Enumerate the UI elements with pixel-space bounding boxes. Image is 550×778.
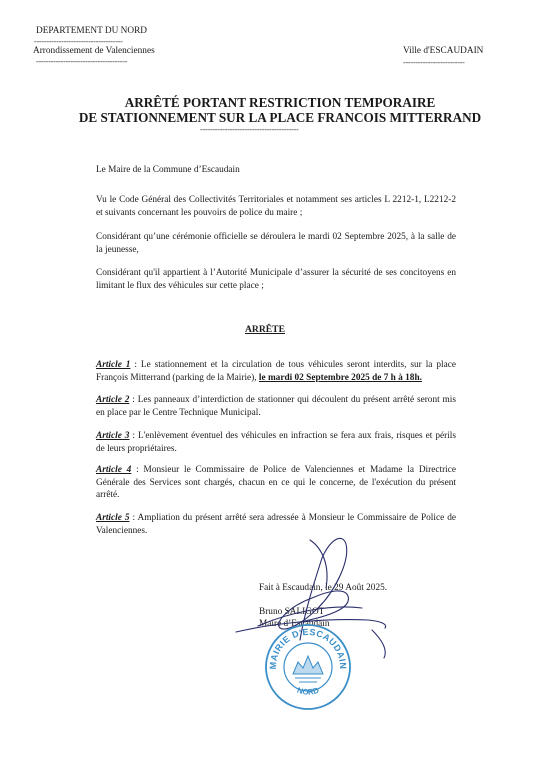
title-line-2: DE STATIONNEMENT SUR LA PLACE FRANCOIS MITTERRAND [78,110,482,125]
title-line-1: ARRÊTÉ PORTANT RESTRICTION TEMPORAIRE [124,95,436,110]
signatory-name: Bruno SALIGOT [259,607,325,617]
svg-text:NORD: NORD [295,685,321,697]
article-4 [96,464,456,502]
article-4-text: : Monsieur le Commissaire de Police de Valenciennes et Madame la Directrice Générale des Services sont chargés, chacun en ce qui le concerne, de l'exécution du présent arrêté. [96,465,457,501]
article-1-text: : Le stationnement et la circulation de tous véhicules seront interdits, sur la place François Mitterrand (parking de la Mairie), [96,360,456,383]
article-1-date: le mardi 02 Septembre 2025 de 7 h à 18h. [258,372,422,383]
article-2-label: Article 2 [96,395,130,405]
article-1 [96,359,456,384]
title-divider: ---------------------------------------- [200,125,299,134]
arrondissement-divider: ------------------------------------- [36,57,128,66]
department-label: DEPARTEMENT DU NORD [36,26,148,36]
article-3-text: : L'enlèvement éventuel des véhicules en infraction se fera aux frais, risques et périls de leurs propriétaires. [96,431,456,454]
ville-divider: ------------------------- [403,58,465,67]
intro-text: Le Maire de la Commune d’Escaudain [96,165,240,175]
arrondissement-label: Arrondissement de Valenciennes [33,46,155,56]
considerant-1: Considérant qu’une cérémonie officielle se déroulera le mardi 02 Septembre 2025, à la salle de la jeunesse, [96,232,456,255]
article-2 [96,394,456,419]
article-4-label: Article 4 [96,465,132,475]
article-5 [96,512,456,537]
article-5-label: Article 5 [96,513,130,523]
signed-at: Fait à Escaudain, le 29 Août 2025. [259,583,388,593]
department-divider: ------------------------------------ [34,37,123,46]
signatory-role: Maire d’Escaudain [259,619,330,629]
vu-paragraph: Vu le Code Général des Collectivités Territoriales et notamment ses articles L 2212-1, L2212-2 et suivants concernant les pouvoirs de police du maire ; [96,195,456,218]
article-1-label: Article 1 [96,360,131,370]
article-3 [96,430,456,455]
mairie-stamp [263,622,353,712]
svg-text:MAIRIE D'ESCAUDAIN: MAIRIE D'ESCAUDAIN [267,626,349,670]
arrete-heading: ARRÊTE [245,324,285,335]
ville-label: Ville d'ESCAUDAIN [403,46,484,56]
article-5-text: : Ampliation du présent arrêté sera adressée à Monsieur le Commissaire de Police de Valenciennes. [96,513,457,536]
article-2-text: : Les panneaux d’interdiction de stationner qui découlent du présent arrêté seront mis en place par le Centre Technique Municipal. [96,395,456,418]
article-3-label: Article 3 [96,431,130,441]
considerant-2: Considérant qu'il appartient à l’Autorité Municipale d’assurer la sécurité de ses concitoyens en limitant le flux des véhicules sur cette place ; [96,268,456,291]
